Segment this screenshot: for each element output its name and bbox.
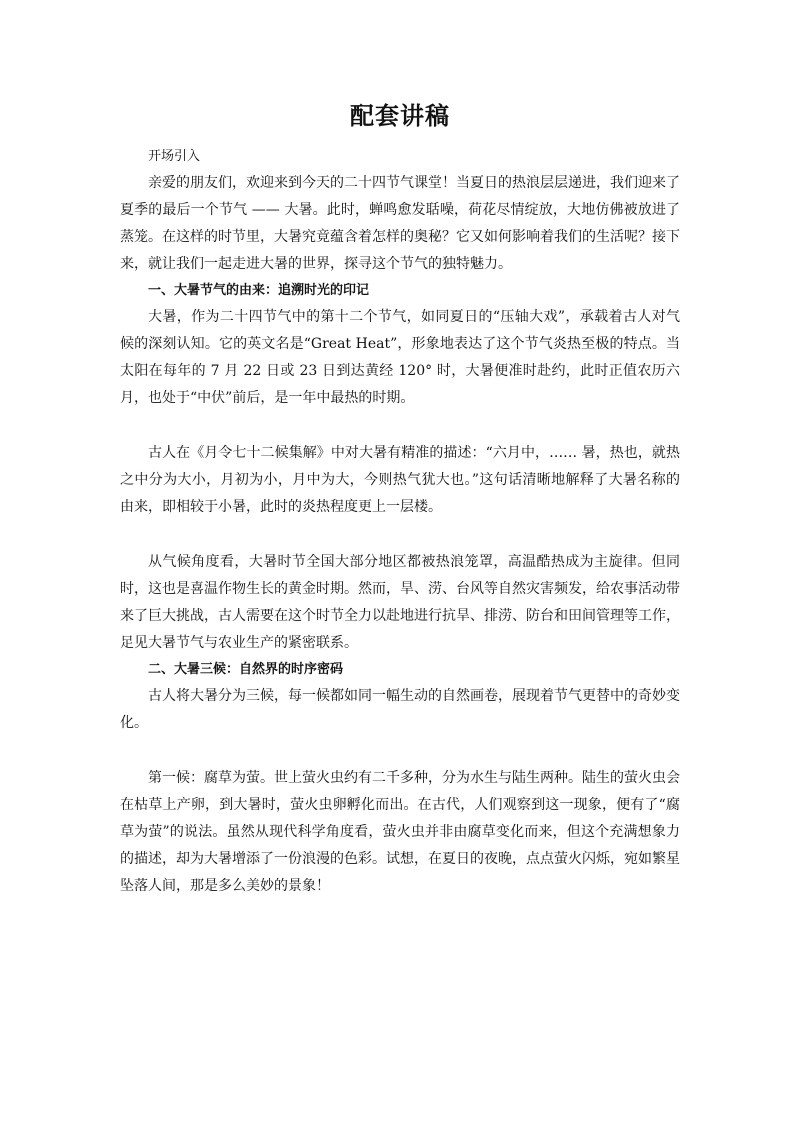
section1-heading: 一、大暑节气的由来：追溯时光的印记 xyxy=(148,283,370,298)
section2-paragraph-2: 第一候：腐草为萤。世上萤火虫约有二千多种，分为水生与陆生两种。陆生的萤火虫会在枯草上产卵，到大暑时，萤火虫卵孵化而出。在古代，人们观察到这一现象，便有了“腐草为萤”的说法。虽然从现代科学角度看，萤火虫并非由腐草变化而来，但这个充满想象力的描述，却为大暑增添了一份浪漫的色彩。试想，在夏日的夜晚，点点萤火闪烁，宛如繁星坠落人间，那是多么美妙的景象！ xyxy=(120,770,680,894)
section2-heading: 二、大暑三候：自然界的时序密码 xyxy=(148,662,344,677)
paragraph-gap xyxy=(120,737,680,765)
document-body xyxy=(120,98,680,900)
intro-paragraph: 亲爱的朋友们，欢迎来到今天的二十四节气课堂！当夏日的热浪层层递进，我们迎来了夏季的最后一个节气 —— 大暑。此时，蝉鸣愈发聒噪，荷花尽情绽放，大地仿佛被放进了蒸笼。在这样的时节里，大暑究竟蕴含着怎样的奥秘？它又如何影响着我们的生活呢？接下来，就让我们一起走进大暑的世界，探寻这个节气的独特魅力。 xyxy=(120,175,680,272)
opening-heading: 开场引入 xyxy=(148,149,201,164)
document-title: 配套讲稿 xyxy=(350,101,450,130)
paragraph-gap xyxy=(120,412,680,440)
section2-paragraph-1: 古人将大暑分为三候，每一候都如同一幅生动的自然画卷，展现着节气更替中的奇妙变化。 xyxy=(120,688,680,731)
section1-paragraph-2: 古人在《月令七十二候集解》中对大暑有精准的描述：“六月中，…… 暑，热也，就热之中分为大小，月初为小，月中为大，今则热气犹大也。”这句话清晰地解释了大暑名称的由来，即相较于小暑，此时的炎热程度更上一层楼。 xyxy=(120,445,680,515)
paragraph-gap xyxy=(120,521,680,549)
section1-paragraph-1: 大暑，作为二十四节气中的第十二个节气，如同夏日的“压轴大戏”，承载着古人对气候的深刻认知。它的英文名是“Great Heat”，形象地表达了这个节气炎热至极的特点。当太阳在每年的 7 月 22 日或 23 日到达黄经 120° 时，大暑便准时赴约，此时正值农历六月，也处于“中伏”前后，是一年中最热的时期。 xyxy=(120,309,680,406)
section1-paragraph-3: 从气候角度看，大暑时节全国大部分地区都被热浪笼罩，高温酷热成为主旋律。但同时，这也是喜温作物生长的黄金时期。然而，旱、涝、台风等自然灾害频发，给农事活动带来了巨大挑战，古人需要在这个时节全力以赴地进行抗旱、排涝、防台和田间管理等工作，足见大暑节气与农业生产的紧密联系。 xyxy=(120,554,680,651)
